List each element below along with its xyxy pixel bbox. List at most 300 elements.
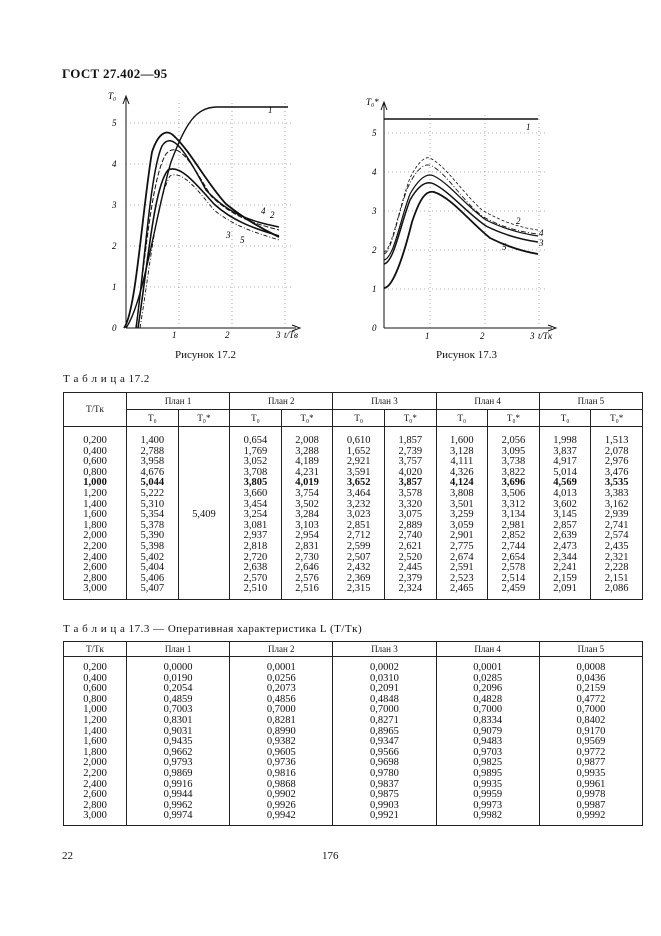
- table-cell: 2,200: [64, 542, 127, 553]
- table-cell: 2,241: [539, 563, 591, 574]
- fig173-xtick-2: 2: [480, 331, 485, 341]
- table-cell: 3,075: [384, 510, 436, 521]
- table-cell: 3,822: [488, 468, 540, 479]
- table-cell: 1,513: [591, 427, 643, 447]
- table-cell: 0,9992: [539, 811, 642, 825]
- table-cell: 3,696: [488, 478, 540, 489]
- table-cell: 2,510: [230, 584, 282, 599]
- table-cell: 3,454: [230, 500, 282, 511]
- table-cell: 0,0001: [230, 657, 333, 674]
- table-cell: 2,151: [591, 574, 643, 585]
- table-cell: 0,7000: [333, 705, 436, 716]
- table-row: [64, 674, 643, 685]
- table-cell: 4,569: [539, 478, 591, 489]
- table-row: [64, 758, 643, 769]
- table-cell: 2,000: [64, 758, 127, 769]
- table-cell: 4,020: [384, 468, 436, 479]
- fig172-curve-label-5: 5: [240, 235, 245, 245]
- table-cell: 5,398: [127, 542, 179, 553]
- table-cell: 0,9825: [436, 758, 539, 769]
- table-row: [64, 427, 643, 447]
- table-cell: 0,9780: [333, 769, 436, 780]
- table-row: [64, 684, 643, 695]
- table-cell: 5,409: [178, 510, 230, 521]
- fig172-ytick-0: 0: [112, 323, 117, 333]
- table-cell: 5,402: [127, 553, 179, 564]
- table-cell: 0,9703: [436, 748, 539, 759]
- table-cell: [178, 521, 230, 532]
- fig172-curve-label-2: 2: [270, 210, 275, 220]
- table-cell: 2,654: [488, 553, 540, 564]
- t173-header: План 1: [127, 642, 230, 657]
- table-cell: 0,400: [64, 674, 127, 685]
- table-cell: 0,4828: [436, 695, 539, 706]
- table-cell: 2,507: [333, 553, 385, 564]
- table-cell: 5,354: [127, 510, 179, 521]
- table-cell: 3,808: [436, 489, 488, 500]
- table-cell: 1,800: [64, 748, 127, 759]
- table-cell: 3,145: [539, 510, 591, 521]
- table-cell: 0,9944: [127, 790, 230, 801]
- table-row: [64, 801, 643, 812]
- table-cell: 0,9903: [333, 801, 436, 812]
- fig172-xtick-3: 3: [276, 330, 281, 340]
- table-cell: 0,2159: [539, 684, 642, 695]
- table-cell: 0,9483: [436, 737, 539, 748]
- t172-sub-header: T₀*: [178, 410, 230, 427]
- table-cell: 0,9079: [436, 727, 539, 738]
- table-cell: 2,000: [64, 531, 127, 542]
- table-cell: 2,981: [488, 521, 540, 532]
- table-cell: 3,708: [230, 468, 282, 479]
- table-cell: 3,134: [488, 510, 540, 521]
- table-cell: 0,4772: [539, 695, 642, 706]
- table-cell: 2,744: [488, 542, 540, 553]
- table-cell: 1,000: [64, 705, 127, 716]
- table-row: [64, 542, 643, 553]
- table-cell: 0,9942: [230, 811, 333, 825]
- fig172-ytick-1: 1: [112, 282, 117, 292]
- table-cell: 2,159: [539, 574, 591, 585]
- table-cell: 3,162: [591, 500, 643, 511]
- table-cell: 4,013: [539, 489, 591, 500]
- table-row: [64, 748, 643, 759]
- table-cell: 0,9987: [539, 801, 642, 812]
- table-cell: 2,574: [591, 531, 643, 542]
- fig172-ylabel: T₀: [108, 91, 117, 101]
- table-cell: 3,738: [488, 457, 540, 468]
- table-cell: 2,646: [281, 563, 333, 574]
- table-cell: 3,254: [230, 510, 282, 521]
- table-cell: 0,9347: [333, 737, 436, 748]
- table-cell: 5,404: [127, 563, 179, 574]
- table-17-2: [63, 392, 643, 600]
- table-cell: 0,600: [64, 684, 127, 695]
- table-cell: 2,674: [436, 553, 488, 564]
- table-cell: 2,818: [230, 542, 282, 553]
- table-cell: 2,712: [333, 531, 385, 542]
- table-cell: 2,621: [384, 542, 436, 553]
- table-cell: 2,369: [333, 574, 385, 585]
- page-number-center: 176: [322, 850, 339, 862]
- table-cell: 2,851: [333, 521, 385, 532]
- table-cell: 0,9837: [333, 780, 436, 791]
- table-cell: 3,288: [281, 447, 333, 458]
- page-number-left: 22: [62, 850, 73, 862]
- t172-plan-1: План 1: [127, 393, 230, 410]
- table-cell: 0,9662: [127, 748, 230, 759]
- table-row: [64, 811, 643, 825]
- table-cell: 0,0285: [436, 674, 539, 685]
- table-17-3-caption: Т а б л и ц а 17.3 — Оперативная характеристика L (T/Tк): [63, 623, 363, 635]
- t172-sub-header: T₀*: [591, 410, 643, 427]
- table-cell: 0,9935: [539, 769, 642, 780]
- table-cell: 0,9959: [436, 790, 539, 801]
- t172-plan-3: План 3: [333, 393, 436, 410]
- table-cell: 3,464: [333, 489, 385, 500]
- table-cell: 0,9902: [230, 790, 333, 801]
- table-cell: 3,103: [281, 521, 333, 532]
- table-cell: 2,739: [384, 447, 436, 458]
- table-cell: 0,8281: [230, 716, 333, 727]
- table-cell: 0,9736: [230, 758, 333, 769]
- table-cell: 2,315: [333, 584, 385, 599]
- table-cell: 2,008: [281, 427, 333, 447]
- table-row: [64, 657, 643, 674]
- table-cell: 0,9605: [230, 748, 333, 759]
- table-cell: 2,921: [333, 457, 385, 468]
- table-cell: 2,321: [591, 553, 643, 564]
- table-cell: 3,958: [127, 457, 179, 468]
- table-cell: 2,523: [436, 574, 488, 585]
- table-cell: 1,400: [64, 727, 127, 738]
- t172-sub-header: T₀: [539, 410, 591, 427]
- table-cell: 3,284: [281, 510, 333, 521]
- table-cell: 3,000: [64, 811, 127, 825]
- table-cell: 5,044: [127, 478, 179, 489]
- fig172-ytick-3: 3: [112, 200, 117, 210]
- table-cell: 5,390: [127, 531, 179, 542]
- table-cell: 0,9916: [127, 780, 230, 791]
- table-cell: [178, 468, 230, 479]
- table-cell: 0,0000: [127, 657, 230, 674]
- table-cell: 3,602: [539, 500, 591, 511]
- table-cell: 2,056: [488, 427, 540, 447]
- table-cell: 4,326: [436, 468, 488, 479]
- fig172-ytick-4: 4: [112, 159, 117, 169]
- fig173-curve-label-5: 5: [502, 242, 507, 252]
- table-cell: 3,059: [436, 521, 488, 532]
- table-cell: 2,324: [384, 584, 436, 599]
- table-cell: 3,757: [384, 457, 436, 468]
- table-cell: 0,9793: [127, 758, 230, 769]
- table-cell: 4,111: [436, 457, 488, 468]
- table-cell: 2,741: [591, 521, 643, 532]
- table-cell: 2,788: [127, 447, 179, 458]
- table-cell: 0,800: [64, 695, 127, 706]
- table-cell: 3,506: [488, 489, 540, 500]
- table-cell: 1,769: [230, 447, 282, 458]
- t172-sub-header: T₀*: [488, 410, 540, 427]
- table-cell: 0,4848: [333, 695, 436, 706]
- fig173-ytick-1: 1: [372, 284, 377, 294]
- table-cell: 0,0190: [127, 674, 230, 685]
- table-cell: 2,570: [230, 574, 282, 585]
- fig172-ytick-5: 5: [112, 118, 117, 128]
- t172-sub-header: T₀: [436, 410, 488, 427]
- fig172-curve-label-4: 4: [261, 206, 266, 216]
- table-cell: 2,889: [384, 521, 436, 532]
- table-cell: 3,591: [333, 468, 385, 479]
- table-cell: 5,378: [127, 521, 179, 532]
- t173-header: T/Tк: [64, 642, 127, 657]
- table-cell: 3,805: [230, 478, 282, 489]
- table-cell: [178, 542, 230, 553]
- fig172-xtick-2: 2: [225, 330, 230, 340]
- table-cell: 2,857: [539, 521, 591, 532]
- table-cell: 3,837: [539, 447, 591, 458]
- table-cell: 0,2073: [230, 684, 333, 695]
- fig173-ytick-0: 0: [372, 323, 377, 333]
- table-cell: 2,379: [384, 574, 436, 585]
- table-cell: 2,445: [384, 563, 436, 574]
- table-cell: 2,800: [64, 574, 127, 585]
- fig173-ytick-4: 4: [372, 167, 377, 177]
- table-cell: 4,019: [281, 478, 333, 489]
- table-cell: 4,231: [281, 468, 333, 479]
- t172-sub-header: T₀*: [384, 410, 436, 427]
- table-cell: 0,200: [64, 427, 127, 447]
- table-cell: 2,852: [488, 531, 540, 542]
- table-cell: 0,9566: [333, 748, 436, 759]
- t172-row-header: T/Tк: [64, 393, 127, 427]
- table-cell: 2,435: [591, 542, 643, 553]
- table-cell: 2,937: [230, 531, 282, 542]
- table-cell: 0,9961: [539, 780, 642, 791]
- table-cell: 3,652: [333, 478, 385, 489]
- table-cell: 1,400: [127, 427, 179, 447]
- table-cell: 0,8334: [436, 716, 539, 727]
- table-cell: 0,2096: [436, 684, 539, 695]
- t173-header: План 4: [436, 642, 539, 657]
- table-cell: 0,7000: [539, 705, 642, 716]
- table-cell: 0,8990: [230, 727, 333, 738]
- table-cell: 0,9868: [230, 780, 333, 791]
- table-row: [64, 695, 643, 706]
- table-cell: 2,720: [230, 553, 282, 564]
- table-cell: 0,9877: [539, 758, 642, 769]
- table-cell: 4,189: [281, 457, 333, 468]
- table-cell: 2,473: [539, 542, 591, 553]
- table-cell: 0,8271: [333, 716, 436, 727]
- table-cell: 2,730: [281, 553, 333, 564]
- table-cell: 0,9921: [333, 811, 436, 825]
- table-cell: 3,232: [333, 500, 385, 511]
- table-cell: 0,600: [64, 457, 127, 468]
- table-cell: 0,9816: [230, 769, 333, 780]
- table-cell: [178, 574, 230, 585]
- table-cell: 0,200: [64, 657, 127, 674]
- table-cell: [178, 478, 230, 489]
- table-cell: 3,023: [333, 510, 385, 521]
- table-cell: 1,600: [436, 427, 488, 447]
- figure-17-2: [96, 92, 306, 352]
- table-cell: 0,9982: [436, 811, 539, 825]
- table-row: [64, 705, 643, 716]
- figure-17-2-plot: [96, 92, 306, 352]
- table-cell: 0,9698: [333, 758, 436, 769]
- table-cell: 0,9926: [230, 801, 333, 812]
- table-cell: 2,901: [436, 531, 488, 542]
- table-cell: 1,200: [64, 716, 127, 727]
- table-cell: 3,857: [384, 478, 436, 489]
- table-cell: 0,7000: [436, 705, 539, 716]
- table-cell: 1,800: [64, 521, 127, 532]
- table-cell: 2,775: [436, 542, 488, 553]
- table-cell: 3,383: [591, 489, 643, 500]
- table-cell: 1,998: [539, 427, 591, 447]
- table-cell: 2,831: [281, 542, 333, 553]
- fig173-ytick-5: 5: [372, 128, 377, 138]
- table-cell: 0,610: [333, 427, 385, 447]
- table-cell: 0,2054: [127, 684, 230, 695]
- figure-17-3: [362, 92, 572, 352]
- table-cell: 0,7000: [230, 705, 333, 716]
- fig173-ytick-2: 2: [372, 245, 377, 255]
- table-cell: 3,128: [436, 447, 488, 458]
- table-cell: 0,9962: [127, 801, 230, 812]
- fig173-ytick-3: 3: [372, 206, 377, 216]
- table-17-2-caption: Т а б л и ц а 17.2: [63, 373, 150, 385]
- table-cell: 1,652: [333, 447, 385, 458]
- table-cell: 2,520: [384, 553, 436, 564]
- table-cell: 0,4856: [230, 695, 333, 706]
- table-cell: 0,7003: [127, 705, 230, 716]
- table-cell: 4,676: [127, 468, 179, 479]
- t172-sub-header: T₀: [127, 410, 179, 427]
- table-cell: 2,432: [333, 563, 385, 574]
- fig172-xtick-1: 1: [172, 330, 177, 340]
- table-cell: 3,259: [436, 510, 488, 521]
- table-cell: 0,0256: [230, 674, 333, 685]
- table-cell: 2,576: [281, 574, 333, 585]
- table-cell: 0,0436: [539, 674, 642, 685]
- table-cell: 0,9974: [127, 811, 230, 825]
- table-cell: 2,954: [281, 531, 333, 542]
- figure-17-3-plot: [362, 92, 572, 352]
- table-cell: 0,9170: [539, 727, 642, 738]
- fig172-ytick-2: 2: [112, 241, 117, 251]
- fig172-xlabel: t/Tв: [284, 330, 298, 340]
- table-cell: 2,800: [64, 801, 127, 812]
- table-cell: [178, 427, 230, 447]
- table-cell: [178, 563, 230, 574]
- table-cell: 0,9569: [539, 737, 642, 748]
- table-cell: 2,600: [64, 790, 127, 801]
- fig172-curve-label-3: 3: [226, 230, 231, 240]
- fig173-xtick-1: 1: [425, 331, 430, 341]
- table-cell: [178, 584, 230, 599]
- t172-sub-header: T₀: [333, 410, 385, 427]
- t172-body: [64, 427, 643, 600]
- table-cell: 3,320: [384, 500, 436, 511]
- table-cell: 1,000: [64, 478, 127, 489]
- t173-header: План 3: [333, 642, 436, 657]
- fig173-curve-label-4: 4: [539, 228, 544, 238]
- table-cell: 0,8301: [127, 716, 230, 727]
- table-cell: 0,400: [64, 447, 127, 458]
- table-cell: 2,939: [591, 510, 643, 521]
- table-cell: 3,660: [230, 489, 282, 500]
- table-cell: 2,344: [539, 553, 591, 564]
- table-cell: 2,228: [591, 563, 643, 574]
- t172-sub-header: T₀*: [281, 410, 333, 427]
- table-cell: 0,800: [64, 468, 127, 479]
- table-row: [64, 737, 643, 748]
- fig172-curve-label-1: 1: [268, 105, 273, 115]
- table-cell: 2,086: [591, 584, 643, 599]
- table-cell: 3,095: [488, 447, 540, 458]
- table-cell: 3,501: [436, 500, 488, 511]
- table-row: [64, 716, 643, 727]
- table-cell: 0,8402: [539, 716, 642, 727]
- t172-plan-5: План 5: [539, 393, 642, 410]
- table-cell: [178, 489, 230, 500]
- table-cell: 2,639: [539, 531, 591, 542]
- table-row: [64, 790, 643, 801]
- fig173-xtick-3: 3: [530, 331, 535, 341]
- table-cell: 3,000: [64, 584, 127, 599]
- table-cell: 5,406: [127, 574, 179, 585]
- table-cell: 1,600: [64, 737, 127, 748]
- table-cell: 3,502: [281, 500, 333, 511]
- table-cell: 3,052: [230, 457, 282, 468]
- table-cell: 0,0310: [333, 674, 436, 685]
- table-cell: 5,407: [127, 584, 179, 599]
- table-cell: [178, 553, 230, 564]
- table-cell: 0,8965: [333, 727, 436, 738]
- table-cell: 4,917: [539, 457, 591, 468]
- t173-body: [64, 657, 643, 826]
- table-cell: 0,9869: [127, 769, 230, 780]
- table-cell: 0,9031: [127, 727, 230, 738]
- table-cell: 0,9895: [436, 769, 539, 780]
- table-cell: 0,0002: [333, 657, 436, 674]
- table-row: [64, 780, 643, 791]
- table-cell: [178, 531, 230, 542]
- table-cell: 2,465: [436, 584, 488, 599]
- table-cell: 0,2091: [333, 684, 436, 695]
- table-cell: 0,0008: [539, 657, 642, 674]
- table-cell: 4,124: [436, 478, 488, 489]
- table-cell: 1,200: [64, 489, 127, 500]
- figure-17-2-caption: Рисунок 17.2: [175, 349, 236, 361]
- fig173-curve-label-3: 3: [539, 238, 544, 248]
- table-cell: 5,014: [539, 468, 591, 479]
- table-cell: [178, 457, 230, 468]
- fig173-curve-label-2: 2: [516, 216, 521, 226]
- fig173-curve-label-1: 1: [526, 122, 531, 132]
- table-cell: 0,654: [230, 427, 282, 447]
- table-cell: 2,200: [64, 769, 127, 780]
- table-row: [64, 727, 643, 738]
- table-17-3: [63, 641, 643, 826]
- figure-17-3-caption: Рисунок 17.3: [436, 349, 497, 361]
- fig173-ylabel: T₀*: [366, 97, 379, 107]
- table-cell: 2,516: [281, 584, 333, 599]
- table-cell: 1,400: [64, 500, 127, 511]
- table-cell: 0,9978: [539, 790, 642, 801]
